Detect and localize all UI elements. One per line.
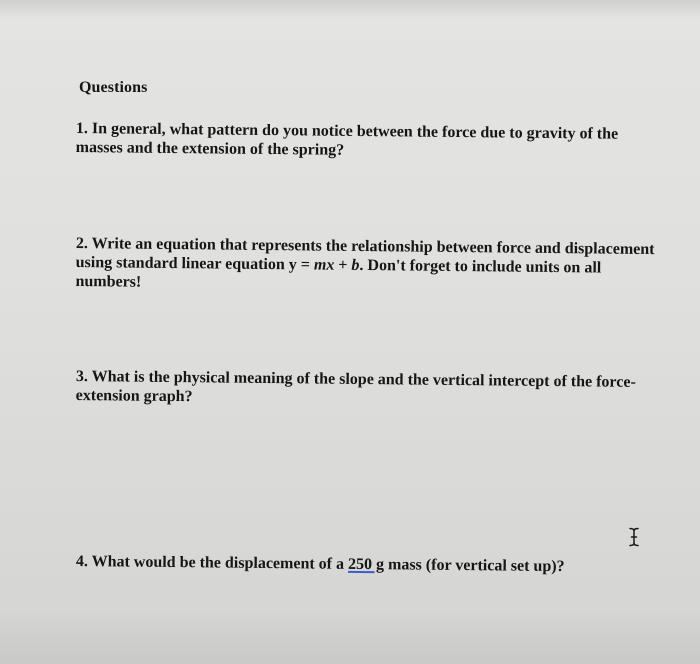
question-4-suffix: mass (for vertical set up)? <box>383 556 565 576</box>
questions-heading: Questions <box>79 79 148 96</box>
question-1: 1. In general, what pattern do you notice between the force due to gravity of the masses and the extension of the spring? <box>75 119 619 159</box>
question-2-text-end: . Don't forget to include units on all numbers! <box>75 256 602 291</box>
question-2-text-start: 2. Write an equation that represents the relationship between force and displacement using standard linear equation y = <box>75 234 655 274</box>
question-3: 3. What is the physical meaning of the slope and the vertical intercept of the force-extension graph? <box>75 367 636 406</box>
question-4-prefix: 4. What would be the displacement of a <box>75 552 349 573</box>
equation-var-m: m <box>313 256 327 274</box>
mass-value-link[interactable]: 250 g <box>347 555 385 574</box>
question-4 <box>76 552 656 577</box>
i-beam-cursor-icon <box>628 527 640 547</box>
question-2 <box>75 234 656 297</box>
equation-var-x: x <box>326 256 335 274</box>
equation-plus: + <box>334 256 352 274</box>
equation-var-b: b <box>351 256 360 274</box>
bottom-shadow <box>0 612 700 664</box>
top-shadow <box>0 0 700 18</box>
